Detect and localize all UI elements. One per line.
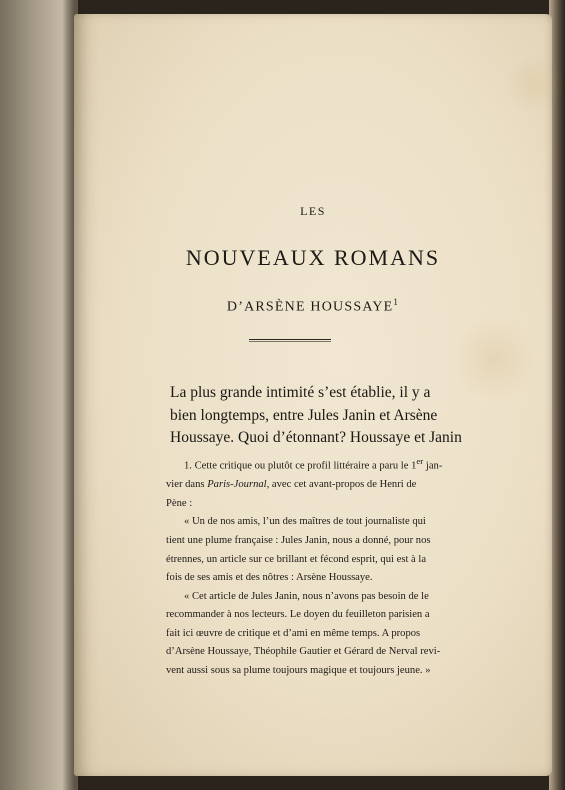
footnote-line — [166, 476, 512, 495]
footnote-line: « Un de nos amis, l’un des maîtres de tout journaliste qui — [184, 516, 426, 528]
footnote-line: tient une plume française : Jules Janin, nous a donné, pour nos — [166, 534, 431, 546]
chapter-prefix: LES — [300, 204, 326, 218]
footnote-line: fois de ses amis et des nôtres : Arsène Houssaye. — [166, 572, 373, 584]
footnote-journal-name: Paris-Journal, — [207, 479, 270, 491]
footnote — [166, 452, 512, 681]
footnote-line: « Cet article de Jules Janin, nous n’avons pas besoin de le — [184, 590, 429, 602]
footnote-fragment: 1. Cette critique ou plutôt ce profil littéraire a paru le 1 — [184, 460, 417, 472]
title-rule-double — [249, 341, 331, 342]
text-line: Houssaye. Quoi d’étonnant? Houssaye et Janin — [170, 429, 462, 446]
footnote-fragment: avec cet avant-propos de Henri de — [269, 479, 417, 491]
book-page — [74, 14, 552, 776]
footnote-fragment: vier dans — [166, 479, 208, 491]
footnote-line: vent aussi sous sa plume toujours magique et toujours jeune. » — [166, 665, 431, 677]
footnote-line: fait ici œuvre de critique et d’ami en même temps. A propos — [166, 627, 421, 639]
footnote-superscript: er — [416, 456, 424, 466]
footnote-line — [166, 452, 512, 476]
footnote-line: Pène : — [166, 497, 193, 509]
footnote-reference: 1 — [393, 297, 400, 307]
footnote-fragment: jan- — [423, 460, 443, 472]
main-text — [170, 382, 510, 450]
chapter-subtitle-text: D’ARSÈNE HOUSSAYE — [226, 299, 394, 315]
footnote-line: recommander à nos lecteurs. Le doyen du feuilleton parisien a — [166, 609, 430, 621]
chapter-title: NOUVEAUX ROMANS — [185, 245, 441, 270]
text-line: La plus grande intimité s’est établie, il y a — [170, 384, 431, 401]
paper-stain — [504, 54, 564, 114]
footnote-line: étrennes, un article sur ce brillant et fécond esprit, qui est à la — [166, 553, 427, 565]
text-line: bien longtemps, entre Jules Janin et Arsène — [170, 406, 438, 424]
chapter-subtitle — [74, 297, 552, 316]
title-rule — [249, 339, 331, 340]
footnote-line: d’Arsène Houssaye, Théophile Gautier et Gérard de Nerval revi- — [166, 646, 441, 658]
